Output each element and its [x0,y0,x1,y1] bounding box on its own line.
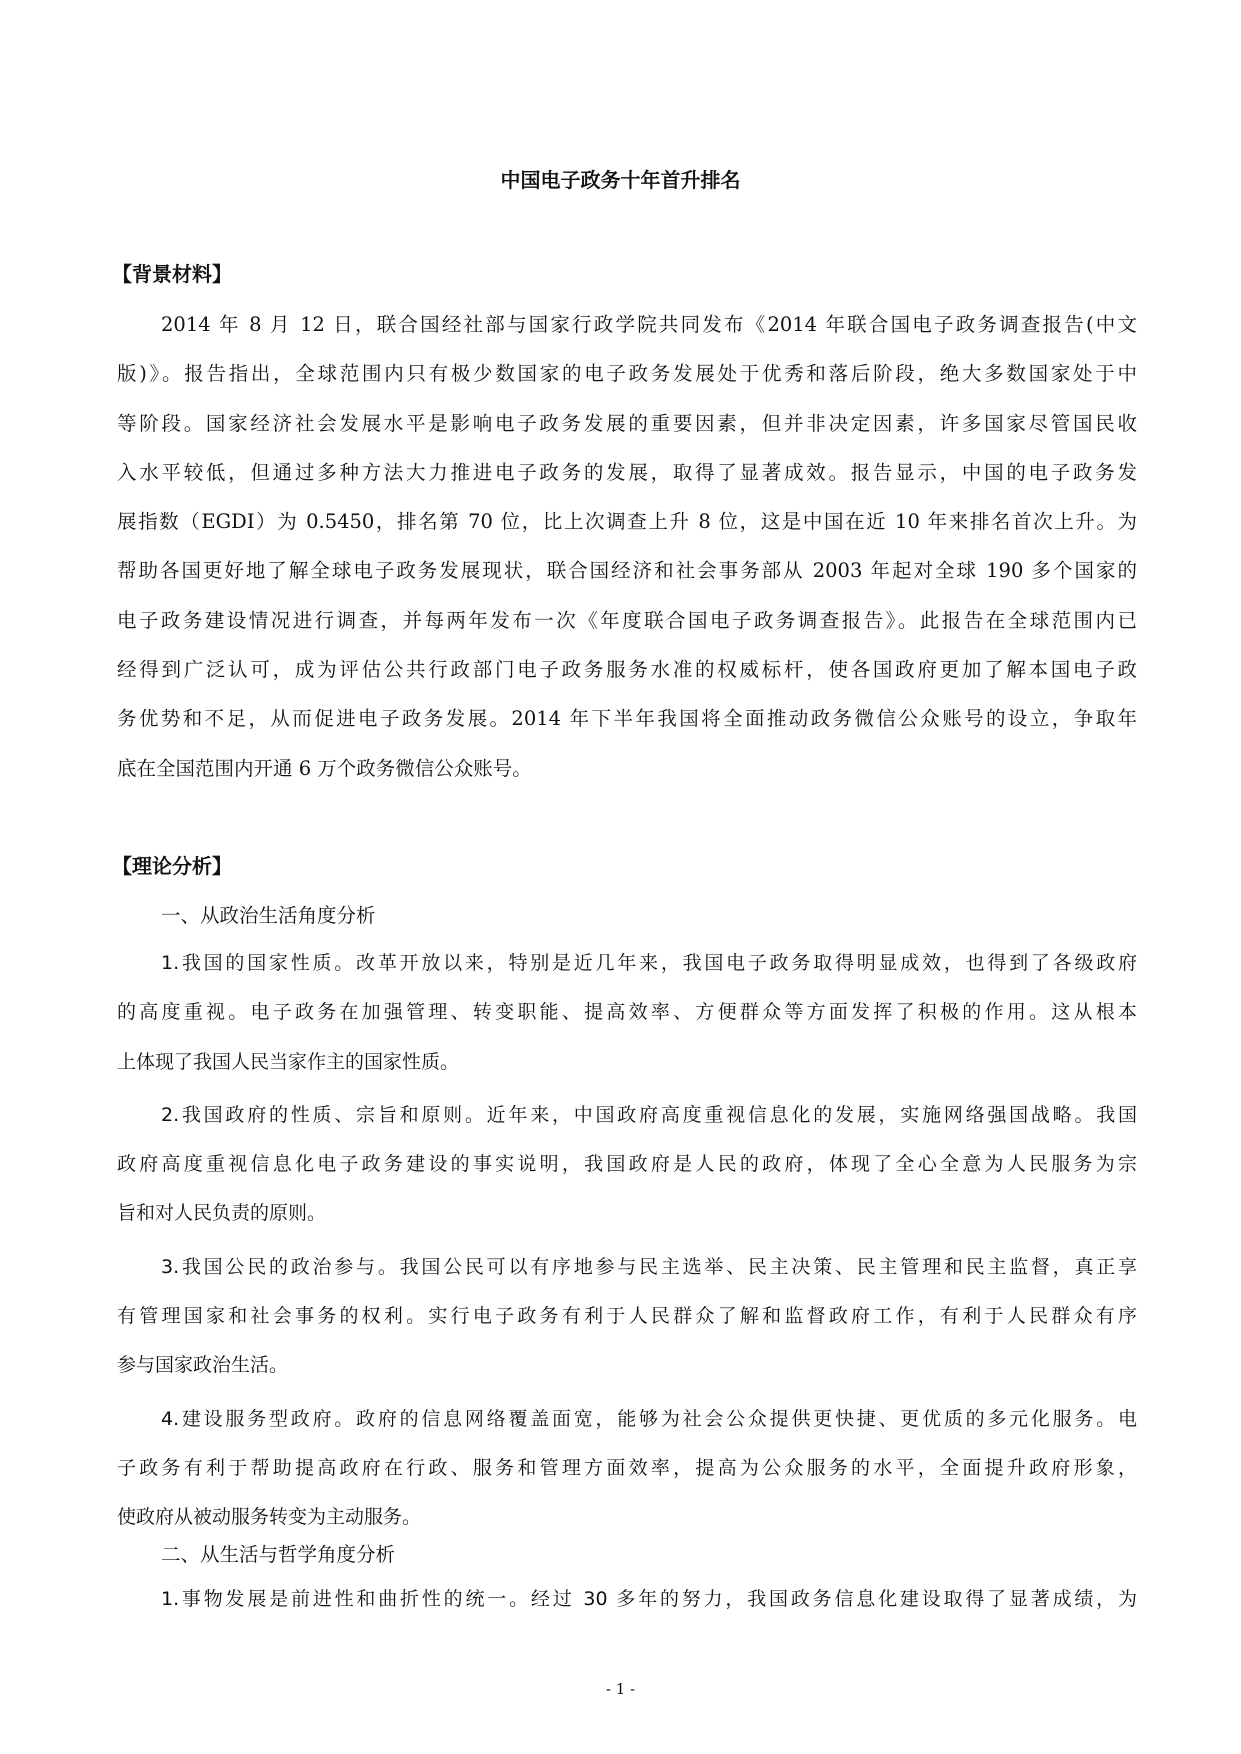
section2-body [117,1575,1137,1624]
text-line: 有管理国家和社会事务的权利。实行电子政务有利于人民群众了解和监督政府工作，有利于人民群众有序 [117,1305,1137,1328]
background-heading: 【背景材料】 [112,262,232,286]
text-line: 版)》。报告指出，全球范围内只有极少数国家的电子政务发展处于优秀和落后阶段，绝大多数国家处于中 [117,362,1137,386]
text-line: 的高度重视。电子政务在加强管理、转变职能、提高效率、方便群众等方面发挥了积极的作用。这从根本 [117,1001,1137,1024]
section1-body [117,939,1137,1547]
text-line: 1.事物发展是前进性和曲折性的统一。经过 30 多年的努力，我国政务信息化建设取得了显著成绩，为 [161,1588,1137,1610]
text-line: 2014 年 8 月 12 日，联合国经社部与国家行政学院共同发布《2014 年联合国电子政务调查报告(中文 [161,313,1137,336]
paragraph [117,1243,1137,1391]
text-line: 子政务有利于帮助提高政府在行政、服务和管理方面效率，提高为公众服务的水平，全面提升政府形象， [117,1456,1137,1479]
text-line: 等阶段。国家经济社会发展水平是影响电子政务发展的重要因素，但并非决定因素，许多国家尽管国民收 [117,411,1137,435]
text-line: 务优势和不足，从而促进电子政务发展。2014 年下半年我国将全面推动政务微信公众账号的设立，争取年 [117,707,1137,731]
text-line: 使政府从被动服务转变为主动服务。 [117,1506,422,1529]
text-line: 政府高度重视信息化电子政务建设的事实说明，我国政府是人民的政府，体现了全心全意为人民服务为宗 [117,1153,1137,1176]
paragraph [117,1395,1137,1543]
text-line: 底在全国范围内开通 6 万个政务微信公众账号。 [117,756,532,780]
paragraph [117,1575,1137,1624]
paragraph [117,1091,1137,1239]
text-line: 参与国家政治生活。 [117,1354,289,1377]
text-line: 4.建设服务型政府。政府的信息网络覆盖面宽，能够为社会公众提供更快捷、更优质的多元化服务。电 [161,1407,1137,1430]
text-line: 旨和对人民负责的原则。 [117,1202,327,1225]
text-line: 3.我国公民的政治参与。我国公民可以有序地参与民主选举、民主决策、民主管理和民主监督，真正享 [161,1255,1137,1278]
analysis-heading: 【理论分析】 [112,854,232,878]
background-paragraph [117,300,1137,793]
section2-title: 二、从生活与哲学角度分析 [161,1543,396,1566]
text-line: 上体现了我国人民当家作主的国家性质。 [117,1050,460,1073]
text-line: 电子政务建设情况进行调查，并每两年发布一次《年度联合国电子政务调查报告》。此报告在全球范围内已 [117,608,1137,632]
text-line: 经得到广泛认可，成为评估公共行政部门电子政务服务水准的权威标杆，使各国政府更加了解本国电子政 [117,658,1137,682]
paragraph [117,939,1137,1087]
text-line: 展指数（EGDI）为 0.5450，排名第 70 位，比上次调查上升 8 位，这是中国在近 10 年来排名首次上升。为 [117,510,1137,534]
text-line: 1.我国的国家性质。改革开放以来，特别是近几年来，我国电子政务取得明显成效，也得到了各级政府 [161,952,1137,974]
text-line: 2.我国政府的性质、宗旨和原则。近年来，中国政府高度重视信息化的发展，实施网络强国战略。我国 [161,1103,1137,1126]
text-line: 帮助各国更好地了解全球电子政务发展现状，联合国经济和社会事务部从 2003 年起对全球 190 多个国家的 [117,559,1137,583]
text-line: 入水平较低，但通过多种方法大力推进电子政务的发展，取得了显著成效。报告显示，中国的电子政务发 [117,460,1137,484]
section1-title: 一、从政治生活角度分析 [161,904,376,927]
document-title: 中国电子政务十年首升排名 [500,168,741,192]
page-number: - 1 - [605,1680,636,1698]
